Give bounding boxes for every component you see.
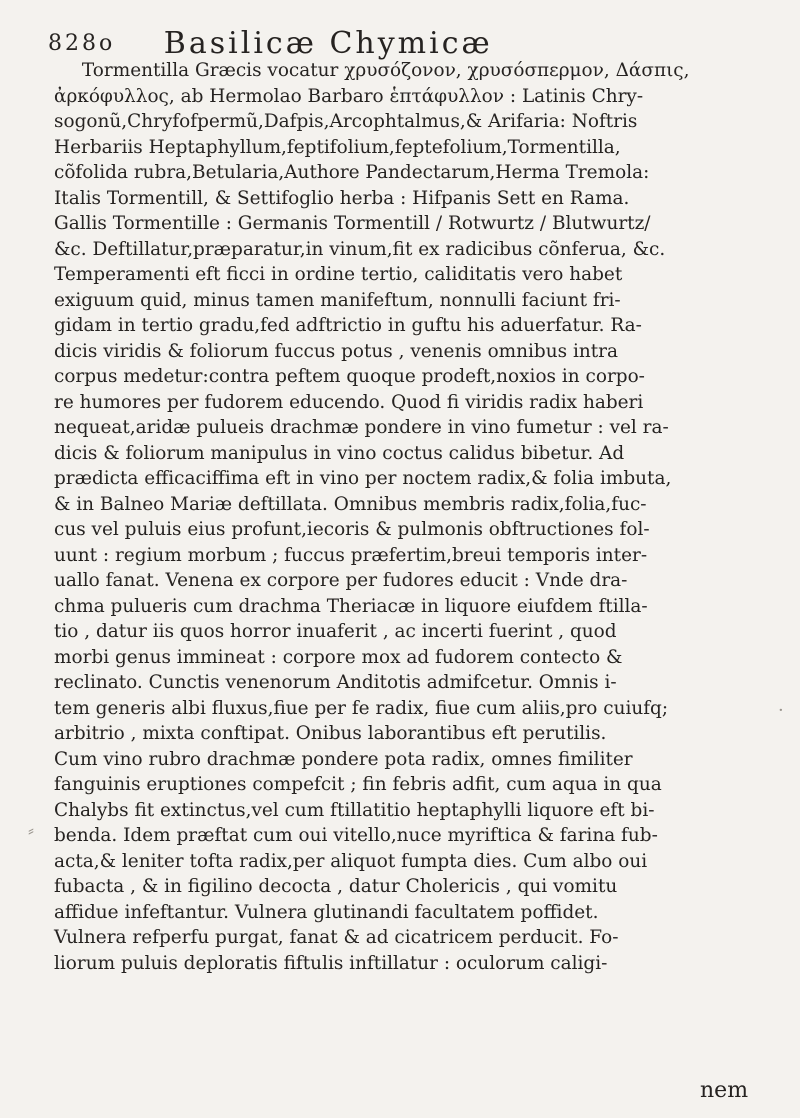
text-line: uunt : regium morbum ; fuccus præfertim,breui temporis inter- — [54, 544, 648, 566]
text-line: Tormentilla Græcis vocatur χρυσόζονον, χρυσόσπερμον, Δάσπις, — [81, 60, 690, 81]
text-line: Vulnera refperfu purgat, fanat & ad cicatricem perducit. Fo- — [54, 927, 619, 948]
text-line: acta,& leniter tofta radix,per aliquot fumpta dies. Cum albo oui — [54, 850, 648, 872]
page-number: 828o — [48, 31, 116, 56]
text-line: benda. Idem præftat cum oui vitello,nuce myriftica & farina fub- — [54, 825, 658, 846]
text-line: Chalybs fit extinctus,vel cum ftillatitio heptaphylli liquore eft bi- — [54, 799, 655, 821]
text-line: fubacta , & in figilino decocta , datur Cholericis , qui vomitu — [54, 876, 618, 897]
text-line: gidam in tertio gradu,fed adftrictio in guftu his aduerfatur. Ra- — [54, 315, 642, 336]
text-line: affidue infeftantur. Vulnera glutinandi facultatem poffidet. — [54, 901, 599, 923]
text-line: nequeat,aridæ pulueis drachmæ pondere in vino fumetur : vel ra- — [54, 417, 669, 438]
margin-mark: ⸗ — [28, 820, 34, 841]
text-line: tem generis albi fluxus,fiue per fe radix, fiue cum aliis,pro cuiufq; — [54, 697, 669, 719]
text-line: reclinato. Cunctis venenorum Anditotis admifcetur. Omnis i- — [54, 672, 617, 693]
text-line: cus vel puluis eius profunt,iecoris & pulmonis obftructiones fol- — [54, 519, 650, 540]
text-line: chma pulueris cum drachma Theriacæ in liquore eiufdem ftilla- — [54, 595, 648, 617]
margin-mark: · — [778, 700, 784, 721]
text-line: tio , datur iis quos horror inuaferit , ac incerti fuerint , quod — [54, 621, 617, 642]
text-line: exiguum quid, minus tamen manifeftum, nonnulli faciunt fri- — [54, 289, 621, 311]
text-line: &c. Deftillatur,præparatur,in vinum,fit ex radicibus cõnferua, &c. — [54, 238, 666, 260]
text-line: uallo fanat. Venena ex corpore per fudores educit : Vnde dra- — [54, 570, 628, 591]
text-line: & in Balneo Mariæ deftillata. Omnibus membris radix,folia,fuc- — [54, 493, 647, 515]
text-line: cõfolida rubra,Betularia,Authore Pandectarum,Herma Tremola: — [54, 162, 650, 183]
text-line: re humores per fudorem educendo. Quod fi viridis radix haberi — [54, 391, 644, 413]
text-line: Cum vino rubro drachmæ pondere pota radix, omnes fimiliter — [54, 748, 633, 770]
text-line: dicis viridis & foliorum fuccus potus , venenis omnibus intra — [54, 340, 618, 362]
text-line: corpus medetur:contra peftem quoque prodeft,noxios in corpo- — [54, 366, 645, 387]
text-line: prædicta efficaciffima eft in vino per noctem radix,& folia imbuta, — [54, 468, 672, 489]
text-line: Gallis Tormentille : Germanis Tormentill / Rotwurtz / Blutwurtz/ — [54, 213, 651, 234]
text-line: Italis Tormentill, & Settifoglio herba : Hifpanis Sett en Rama. — [54, 187, 630, 209]
text-line: Temperamenti eft ficci in ordine tertio, caliditatis vero habet — [54, 264, 623, 285]
text-line: ἀρκόφυλλος, ab Hermolao Barbaro ἑπτάφυλλον : Latinis Chry- — [54, 85, 644, 107]
running-title: Basilicæ Chymicæ — [163, 26, 493, 61]
body-text — [54, 58, 774, 976]
text-line: arbitrio , mixta conftipat. Onibus laborantibus eft perutilis. — [54, 723, 607, 744]
text-line: Herbariis Heptaphyllum,feptifolium,feptefolium,Tormentilla, — [54, 136, 621, 158]
text-line: sogonũ,Chryfofpermũ,Dafpis,Arcophtalmus,& Arifaria: Noftris — [54, 111, 638, 132]
text-line: fanguinis eruptiones compefcit ; fin febris adfit, cum aqua in qua — [54, 774, 662, 795]
text-line: dicis & foliorum manipulus in vino coctus calidus bibetur. Ad — [54, 442, 625, 464]
text-line: liorum puluis deploratis fiftulis inftillatur : oculorum caligi- — [54, 952, 608, 974]
catchword: nem — [700, 1078, 749, 1103]
text-line: morbi genus immineat : corpore mox ad fudorem contecto & — [54, 646, 623, 668]
